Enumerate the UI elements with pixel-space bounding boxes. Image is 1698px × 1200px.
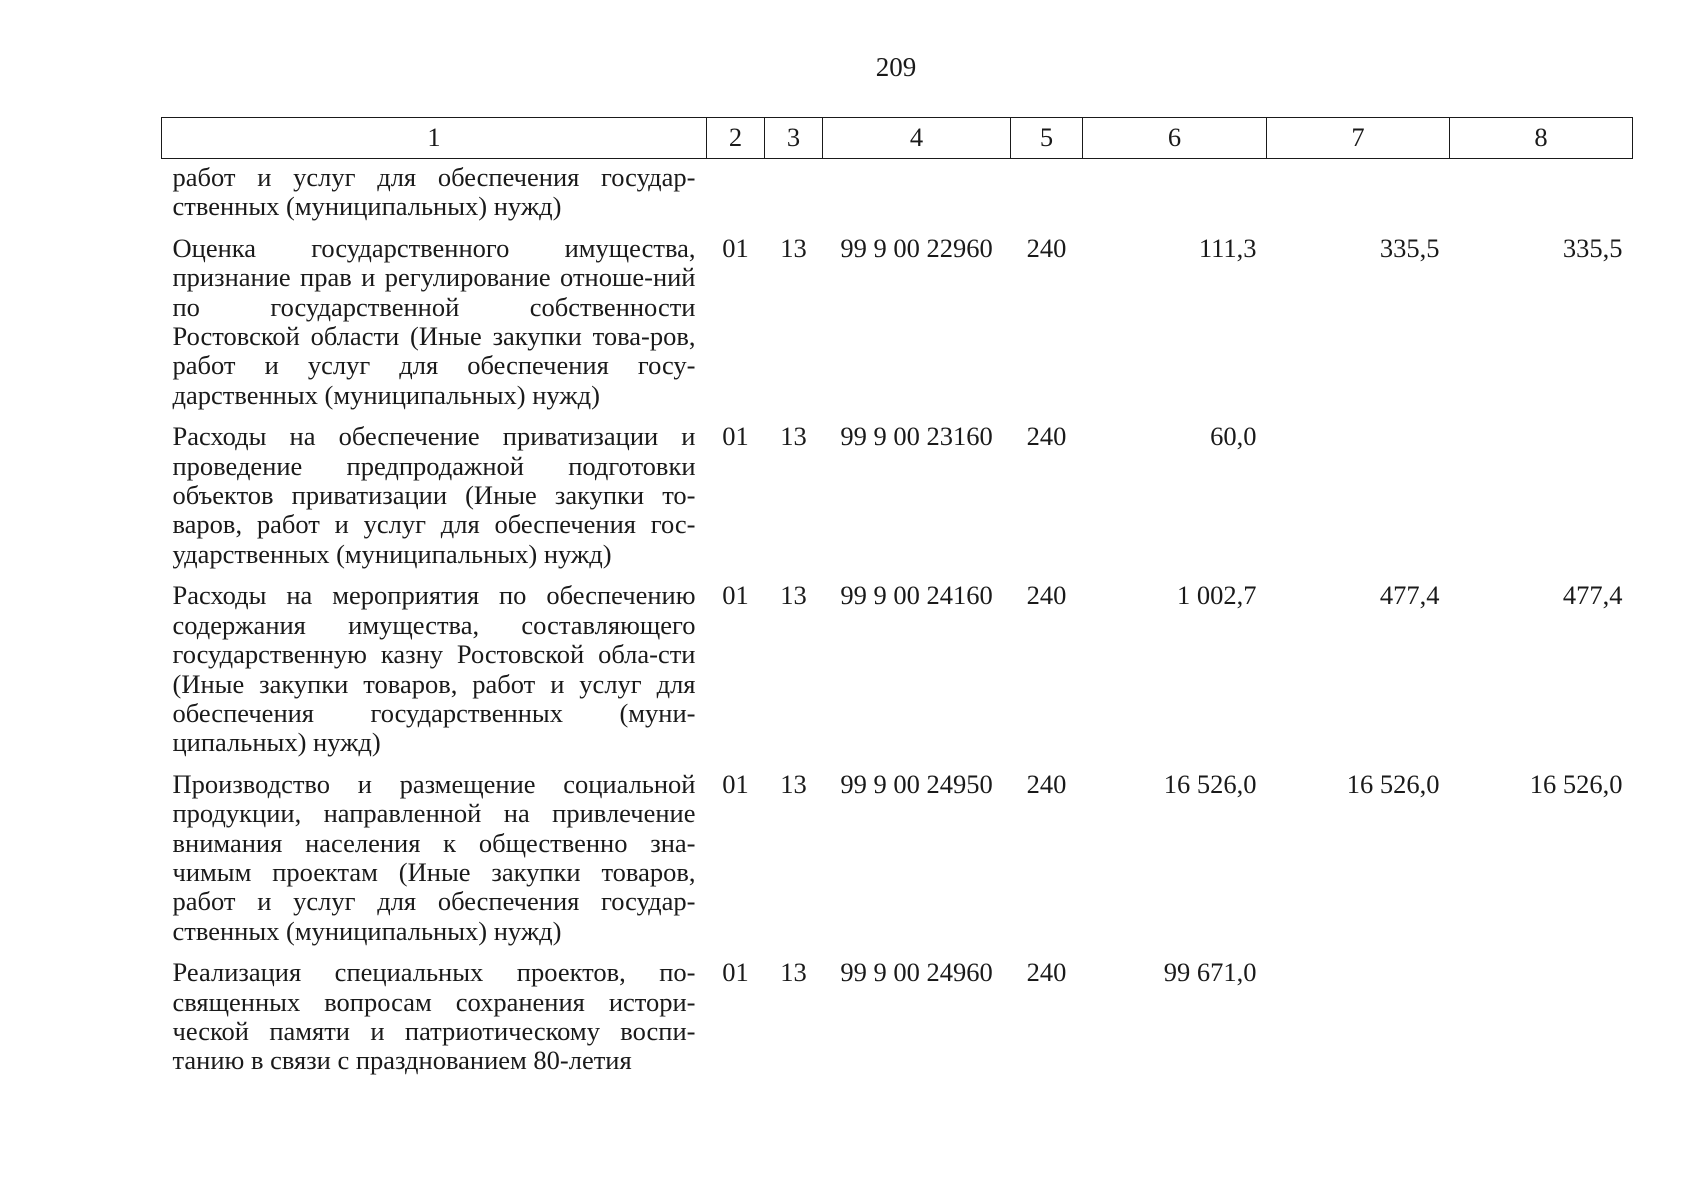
target-article-code <box>823 159 1011 234</box>
amount-col6 <box>1083 159 1267 234</box>
column-header: 8 <box>1450 118 1633 159</box>
amount-col6: 1 002,7 <box>1177 580 1257 611</box>
page-number: 209 <box>875 52 917 82</box>
table-row <box>162 234 1633 422</box>
row-description: Расходы на обеспечение приватизации и проведение предпродажной подготовки объектов приватизации (Иные закупки то-варов, работ и услуг для обеспечения гос-ударственных (муниципальных) нужд) <box>172 421 696 569</box>
row-description: Расходы на мероприятия по обеспечению содержания имущества, составляющего государственную казну Ростовской обла-сти (Иные закупки товаров, работ и услуг для обеспечения государственных (муни-ципальных) нужд) <box>172 580 696 758</box>
row-description: работ и услуг для обеспечения государ-ственных (муниципальных) нужд) <box>172 162 696 222</box>
table-header-row <box>162 118 1633 159</box>
amount-col7 <box>1267 958 1450 1088</box>
amount-col6: 60,0 <box>1210 421 1257 452</box>
target-article-code: 99 9 00 23160 <box>840 421 993 452</box>
amount-col6: 99 671,0 <box>1163 957 1257 988</box>
expense-type-code: 240 <box>1026 768 1067 799</box>
column-header: 7 <box>1267 118 1450 159</box>
amount-col7 <box>1267 159 1450 234</box>
section-code: 01 <box>722 580 749 611</box>
subsection-code: 13 <box>780 421 807 452</box>
row-description: Реализация специальных проектов, по-священных вопросам сохранения истори-ческой памяти и патриотическому воспи-танию в связи с празднованием 80-летия <box>172 957 696 1076</box>
amount-col8 <box>1450 958 1633 1088</box>
amount-col8: 16 526,0 <box>1529 768 1623 799</box>
subsection-code: 13 <box>780 957 807 988</box>
table-row <box>162 422 1633 581</box>
expense-type-code: 240 <box>1026 957 1067 988</box>
column-header: 3 <box>765 118 823 159</box>
amount-col8: 477,4 <box>1562 580 1623 611</box>
section-code: 01 <box>722 957 749 988</box>
column-header: 5 <box>1011 118 1083 159</box>
table-row <box>162 958 1633 1088</box>
subsection-code <box>765 159 823 234</box>
expense-type-code <box>1011 159 1083 234</box>
table-row <box>162 159 1633 234</box>
amount-col7: 16 526,0 <box>1346 768 1440 799</box>
table-row <box>162 770 1633 958</box>
column-header: 1 <box>162 118 707 159</box>
amount-col6: 16 526,0 <box>1163 768 1257 799</box>
subsection-code: 13 <box>780 768 807 799</box>
column-header: 2 <box>707 118 765 159</box>
row-description: Производство и размещение социальной продукции, направленной на привлечение внимания населения к общественно зна-чимым проектам (Иные закупки товаров, работ и услуг для обеспечения государ-ственных (муниципальных) нужд) <box>172 768 696 946</box>
target-article-code: 99 9 00 24950 <box>840 768 993 799</box>
table-row <box>162 581 1633 769</box>
amount-col8 <box>1450 159 1633 234</box>
expense-type-code: 240 <box>1026 580 1067 611</box>
section-code: 01 <box>722 768 749 799</box>
amount-col6: 111,3 <box>1198 232 1257 263</box>
expense-type-code: 240 <box>1026 421 1067 452</box>
expense-type-code: 240 <box>1026 232 1067 263</box>
amount-col7: 335,5 <box>1379 232 1440 263</box>
target-article-code: 99 9 00 24160 <box>840 580 993 611</box>
target-article-code: 99 9 00 24960 <box>840 957 993 988</box>
row-description: Оценка государственного имущества, признание прав и регулирование отноше-ний по государственной собственности Ростовской области (Иные закупки това-ров, работ и услуг для обеспечения госу-дарственных (муниципальных) нужд) <box>172 232 696 410</box>
amount-col7: 477,4 <box>1379 580 1440 611</box>
section-code <box>707 159 765 234</box>
section-code: 01 <box>722 421 749 452</box>
budget-table <box>161 117 1633 1088</box>
amount-col7 <box>1267 422 1450 581</box>
subsection-code: 13 <box>780 580 807 611</box>
column-header: 4 <box>823 118 1011 159</box>
amount-col8 <box>1450 422 1633 581</box>
target-article-code: 99 9 00 22960 <box>840 232 993 263</box>
section-code: 01 <box>722 232 749 263</box>
subsection-code: 13 <box>780 232 807 263</box>
amount-col8: 335,5 <box>1562 232 1623 263</box>
column-header: 6 <box>1083 118 1267 159</box>
